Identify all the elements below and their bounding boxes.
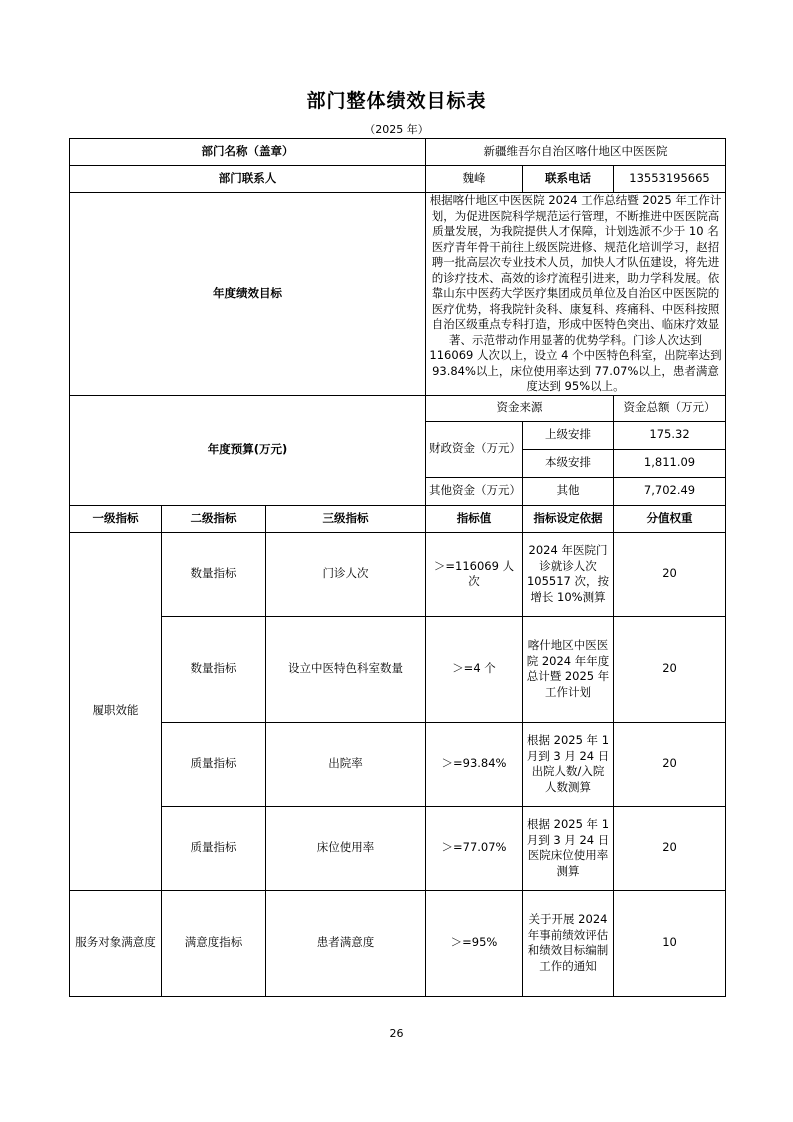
header-level3: 三级指标	[266, 505, 426, 532]
basis-cell: 根据 2025 年 1 月到 3 月 24 日医院床位使用率测算	[523, 806, 614, 890]
goal-label: 年度绩效目标	[70, 193, 426, 396]
level3-cell: 设立中医特色科室数量	[266, 616, 426, 722]
page-title: 部门整体绩效目标表	[306, 90, 487, 112]
local-label: 本级安排	[523, 449, 614, 477]
table-row	[70, 616, 726, 722]
level2-cell: 数量指标	[162, 532, 266, 616]
weight-cell: 20	[614, 806, 726, 890]
header-basis: 指标设定依据	[523, 505, 614, 532]
dept-name-value: 新疆维吾尔自治区喀什地区中医医院	[426, 139, 726, 166]
level1-cell: 履职效能	[70, 532, 162, 890]
contact-label: 部门联系人	[70, 166, 426, 193]
weight-cell: 20	[614, 616, 726, 722]
contact-row	[70, 166, 726, 193]
basis-cell: 喀什地区中医医院 2024 年年度总计暨 2025 年工作计划	[523, 616, 614, 722]
weight-cell: 20	[614, 532, 726, 616]
value-cell: ＞=4 个	[426, 616, 523, 722]
level1-cell: 服务对象满意度	[70, 890, 162, 996]
performance-table	[69, 138, 726, 997]
contact-value: 魏峰	[426, 166, 523, 193]
year-label: （2025 年）	[364, 123, 429, 136]
level3-cell: 出院率	[266, 722, 426, 806]
level3-cell: 患者满意度	[266, 890, 426, 996]
header-level1: 一级指标	[70, 505, 162, 532]
upper-value: 175.32	[614, 421, 726, 449]
phone-label: 联系电话	[523, 166, 614, 193]
goal-row	[70, 193, 726, 396]
header-value: 指标值	[426, 505, 523, 532]
table-row	[70, 532, 726, 616]
budget-label: 年度预算(万元)	[70, 395, 426, 505]
value-cell: ＞=93.84%	[426, 722, 523, 806]
level2-cell: 质量指标	[162, 806, 266, 890]
value-cell: ＞=116069 人次	[426, 532, 523, 616]
basis-cell: 2024 年医院门诊就诊人次 105517 次，按增长 10%测算	[523, 532, 614, 616]
budget-total-header: 资金总额（万元）	[614, 395, 726, 421]
value-cell: ＞=95%	[426, 890, 523, 996]
other-sub: 其他	[523, 477, 614, 505]
basis-cell: 根据 2025 年 1 月到 3 月 24 日出院人数/入院人数测算	[523, 722, 614, 806]
indicator-header-row	[70, 505, 726, 532]
value-cell: ＞=77.07%	[426, 806, 523, 890]
header-weight: 分值权重	[614, 505, 726, 532]
page-number: 26	[389, 1027, 404, 1040]
fiscal-label: 财政资金（万元）	[426, 421, 523, 477]
header-level2: 二级指标	[162, 505, 266, 532]
level2-cell: 满意度指标	[162, 890, 266, 996]
table-row	[70, 806, 726, 890]
budget-header-row	[70, 395, 726, 421]
goal-text: 根据喀什地区中医医院 2024 工作总结暨 2025 年工作计划，为促进医院科学规范运行管理，不断推进中医医院高质量发展，为我院提供人才保障，计划选派不少于 10 名医疗青年骨干前往上级医院进修、规范化培训学习，赵招聘一批高层次专业技术人员，加快人才队伍建设，将先进的诊疗技术、高效的诊疗流程引进来，助力学科发展。依靠山东中医药大学医疗集团成员单位及自治区中医医院的医疗优势，将我院针灸科、康复科、疼痛科、中医科按照自治区级重点专科打造，形成中医特色突出、临床疗效显著、示范带动作用显著的优势学科。门诊人次达到 116069 人次以上，设立 4 个中医特色科室，出院率达到 93.84%以上，床位使用率达到 77.07%以上，患者满意度达到 95%以上。	[426, 193, 726, 396]
other-value: 7,702.49	[614, 477, 726, 505]
dept-name-row	[70, 139, 726, 166]
level3-cell: 门诊人次	[266, 532, 426, 616]
budget-source-header: 资金来源	[426, 395, 614, 421]
level2-cell: 质量指标	[162, 722, 266, 806]
dept-name-label: 部门名称（盖章）	[70, 139, 426, 166]
local-value: 1,811.09	[614, 449, 726, 477]
table-row	[70, 722, 726, 806]
weight-cell: 10	[614, 890, 726, 996]
level3-cell: 床位使用率	[266, 806, 426, 890]
phone-value: 13553195665	[614, 166, 726, 193]
other-label: 其他资金（万元）	[426, 477, 523, 505]
upper-label: 上级安排	[523, 421, 614, 449]
level2-cell: 数量指标	[162, 616, 266, 722]
weight-cell: 20	[614, 722, 726, 806]
basis-cell: 关于开展 2024 年事前绩效评估和绩效目标编制工作的通知	[523, 890, 614, 996]
table-row	[70, 890, 726, 996]
